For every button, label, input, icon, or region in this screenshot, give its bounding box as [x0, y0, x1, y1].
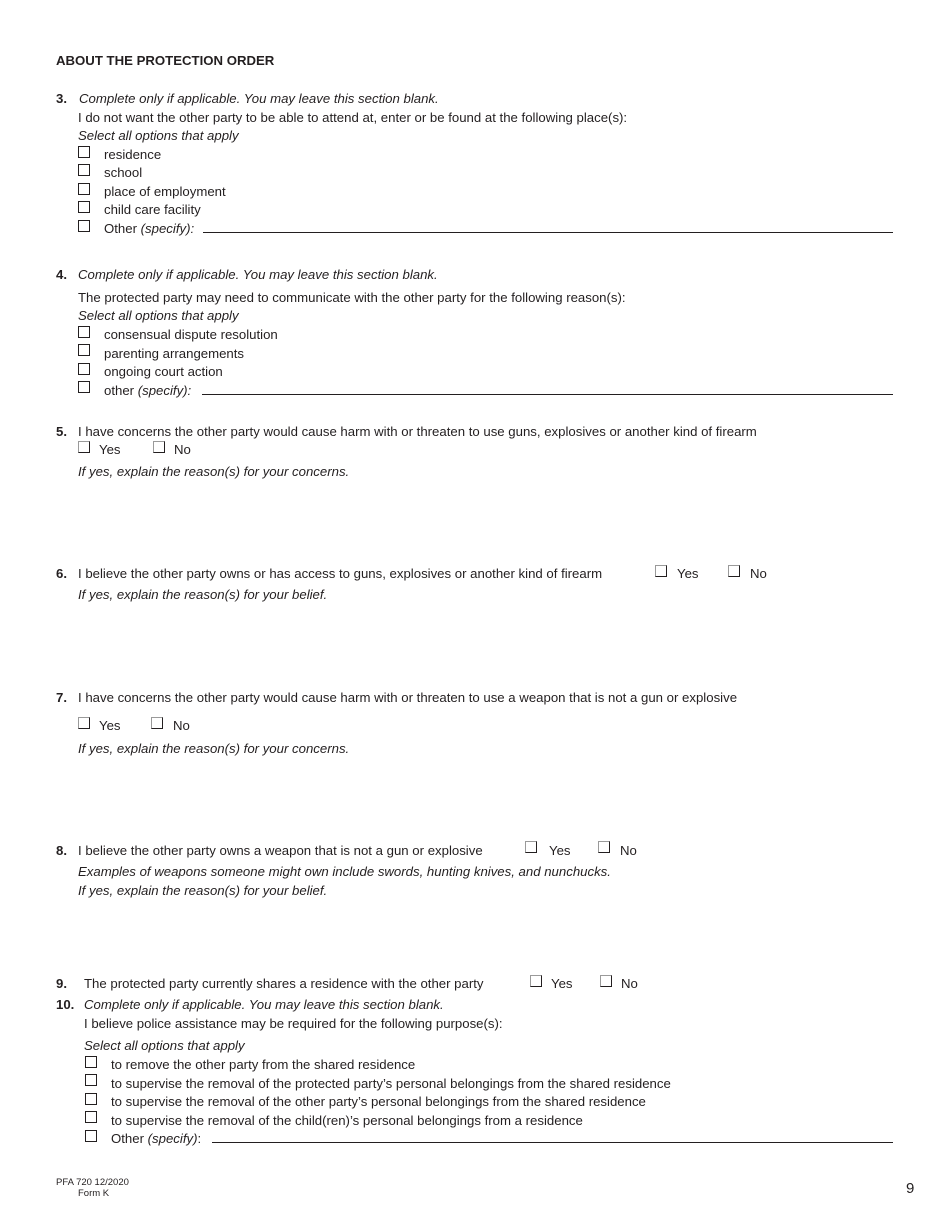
q7-no-label: No	[173, 718, 190, 733]
q4-text: The protected party may need to communicate with the other party for the following reason(s):	[78, 290, 626, 305]
q4-other-checkbox[interactable]	[78, 381, 90, 393]
q3-school-checkbox[interactable]	[78, 164, 90, 176]
q10-children-belongings-label: to supervise the removal of the child(ren)’s personal belongings from a residence	[111, 1113, 583, 1128]
q4-parenting-label: parenting arrangements	[104, 346, 245, 361]
q5-number: 5.	[56, 424, 67, 439]
q10-text: I believe police assistance may be required for the following purpose(s):	[84, 1016, 503, 1031]
q3-residence-label: residence	[104, 147, 162, 162]
q10-other-checkbox[interactable]	[85, 1130, 97, 1142]
q8-number: 8.	[56, 843, 67, 858]
q9-yes-label: Yes	[551, 976, 573, 991]
q10-other-label	[111, 1131, 201, 1146]
q8-text: I believe the other party owns a weapon that is not a gun or explosive	[78, 843, 483, 858]
q4-court-checkbox[interactable]	[78, 363, 90, 375]
q10-select-hint: Select all options that apply	[84, 1038, 245, 1053]
q8-examples: Examples of weapons someone might own include swords, hunting knives, and nunchucks.	[78, 864, 611, 879]
q9-text: The protected party currently shares a residence with the other party	[84, 976, 484, 991]
q5-no-label: No	[174, 442, 191, 457]
q4-select-hint: Select all options that apply	[78, 308, 239, 323]
q4-dispute-label: consensual dispute resolution	[104, 327, 278, 342]
q5-yes-label: Yes	[99, 442, 121, 457]
q7-no-checkbox[interactable]	[151, 717, 163, 729]
q5-no-checkbox[interactable]	[153, 441, 165, 453]
q4-court-label: ongoing court action	[104, 364, 223, 379]
q8-yes-label: Yes	[549, 843, 571, 858]
q3-other-label	[104, 221, 194, 236]
q10-children-belongings-checkbox[interactable]	[85, 1111, 97, 1123]
q3-residence-checkbox[interactable]	[78, 146, 90, 158]
q6-explain: If yes, explain the reason(s) for your belief.	[78, 587, 328, 602]
q8-explain: If yes, explain the reason(s) for your belief.	[78, 883, 328, 898]
q9-yes-checkbox[interactable]	[530, 975, 542, 987]
q3-childcare-checkbox[interactable]	[78, 201, 90, 213]
q10-other-specify: (specify)	[147, 1131, 198, 1146]
q6-yes-checkbox[interactable]	[655, 565, 667, 577]
q10-protected-belongings-label: to supervise the removal of the protected party’s personal belongings from the shared residence	[111, 1076, 671, 1091]
q3-school-label: school	[104, 165, 143, 180]
page-number: 9	[906, 1180, 915, 1197]
q6-no-checkbox[interactable]	[728, 565, 740, 577]
q3-note: Complete only if applicable. You may leave this section blank.	[79, 91, 439, 106]
q10-other-input-line[interactable]	[212, 1142, 893, 1143]
q3-employment-checkbox[interactable]	[78, 183, 90, 195]
q4-other-input-line[interactable]	[202, 394, 893, 395]
q3-select-hint: Select all options that apply	[78, 128, 239, 143]
q7-number: 7.	[56, 690, 67, 705]
footer-form-code: PFA 720 12/2020	[56, 1177, 129, 1188]
q9-no-checkbox[interactable]	[600, 975, 612, 987]
footer-form-name: Form K	[78, 1188, 110, 1199]
q6-number: 6.	[56, 566, 67, 581]
q8-no-label: No	[620, 843, 637, 858]
q4-note: Complete only if applicable. You may leave this section blank.	[78, 267, 438, 282]
q10-remove-party-label: to remove the other party from the shared residence	[111, 1057, 416, 1072]
q4-parenting-checkbox[interactable]	[78, 344, 90, 356]
q4-number: 4.	[56, 267, 67, 282]
q3-text: I do not want the other party to be able to attend at, enter or be found at the following place(s):	[78, 110, 628, 125]
q3-number: 3.	[56, 91, 67, 106]
q9-no-label: No	[621, 976, 638, 991]
q5-yes-checkbox[interactable]	[78, 441, 90, 453]
q7-yes-checkbox[interactable]	[78, 717, 90, 729]
q10-other-colon: :	[197, 1131, 202, 1146]
q10-remove-party-checkbox[interactable]	[85, 1056, 97, 1068]
q5-explain: If yes, explain the reason(s) for your concerns.	[78, 464, 350, 479]
q6-text: I believe the other party owns or has access to guns, explosives or another kind of firearm	[78, 566, 603, 581]
q6-yes-label: Yes	[677, 566, 699, 581]
q7-text: I have concerns the other party would cause harm with or threaten to use a weapon that is not a gun or explosive	[78, 690, 738, 705]
q8-no-checkbox[interactable]	[598, 841, 610, 853]
q10-other-belongings-label: to supervise the removal of the other party’s personal belongings from the shared residence	[111, 1094, 646, 1109]
q7-explain: If yes, explain the reason(s) for your concerns.	[78, 741, 350, 756]
q5-text: I have concerns the other party would cause harm with or threaten to use guns, explosives or another kind of firearm	[78, 424, 757, 439]
q10-number: 10.	[56, 997, 75, 1012]
q4-dispute-checkbox[interactable]	[78, 326, 90, 338]
q10-other-word: Other	[111, 1131, 144, 1146]
q10-protected-belongings-checkbox[interactable]	[85, 1074, 97, 1086]
q3-employment-label: place of employment	[104, 184, 226, 199]
page-heading: ABOUT THE PROTECTION ORDER	[56, 53, 275, 68]
q7-yes-label: Yes	[99, 718, 121, 733]
q3-childcare-label: child care facility	[104, 202, 201, 217]
q3-other-word: Other	[104, 221, 137, 236]
q10-note: Complete only if applicable. You may leave this section blank.	[84, 997, 444, 1012]
q8-yes-checkbox[interactable]	[525, 841, 537, 853]
q9-number: 9.	[56, 976, 67, 991]
q3-other-specify: (specify):	[140, 221, 195, 236]
q4-other-specify: (specify):	[137, 383, 192, 398]
q3-other-checkbox[interactable]	[78, 220, 90, 232]
q10-other-belongings-checkbox[interactable]	[85, 1093, 97, 1105]
q6-no-label: No	[750, 566, 767, 581]
q3-other-input-line[interactable]	[203, 232, 893, 233]
q4-other-word: other	[104, 383, 135, 398]
q4-other-label	[104, 383, 191, 398]
